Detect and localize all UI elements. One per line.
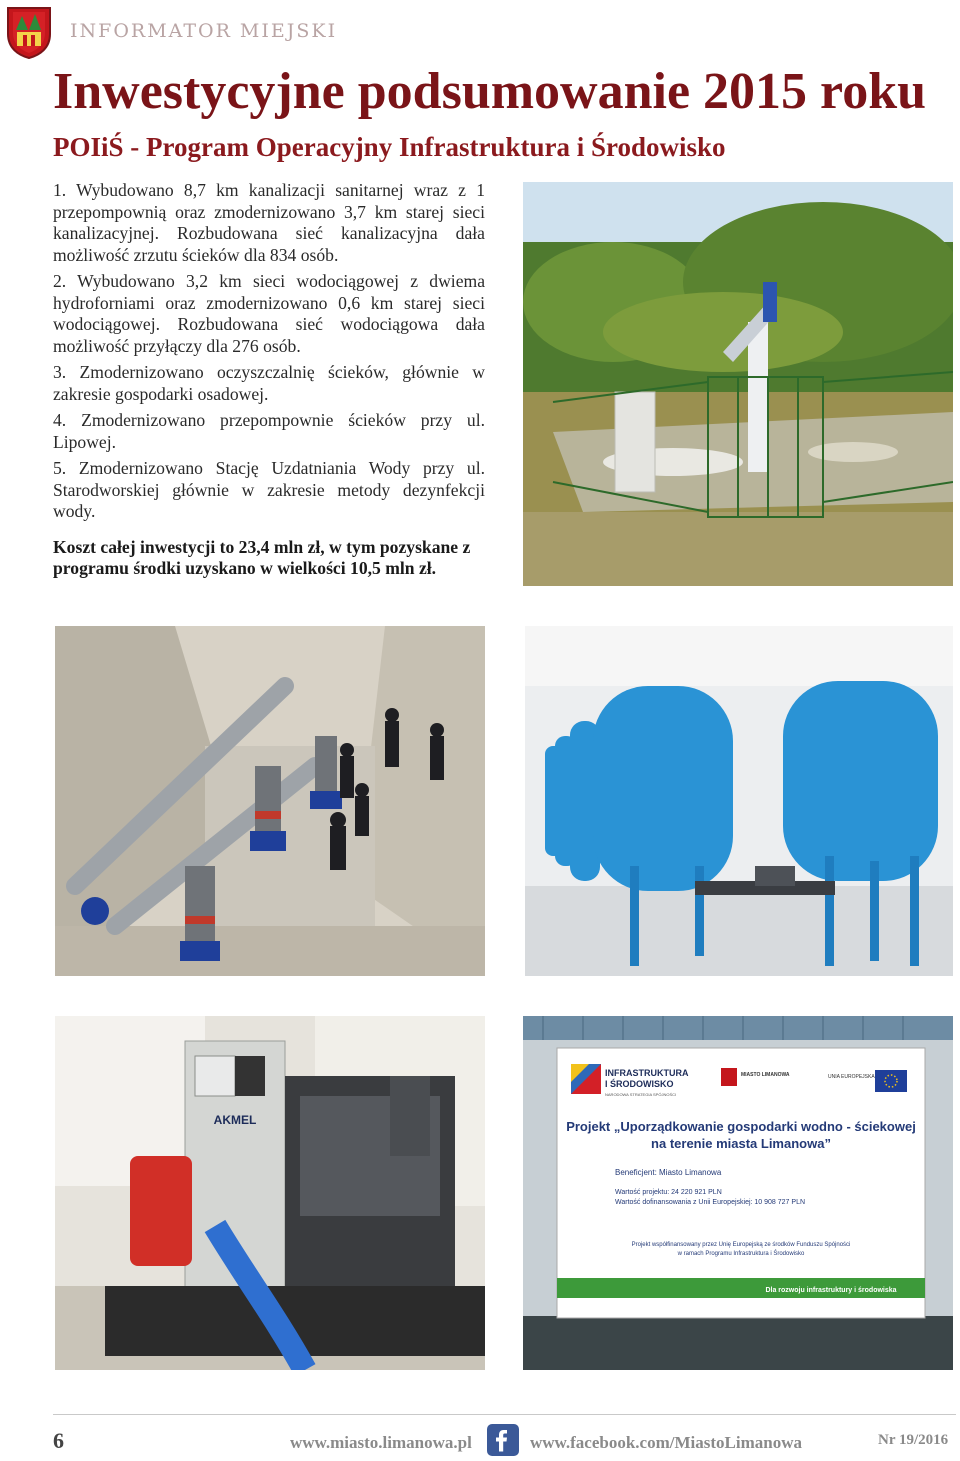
pump-station-photo	[523, 182, 953, 586]
footer-divider	[53, 1414, 956, 1415]
sign-project-line2: na terenie miasta Limanowa”	[651, 1136, 831, 1151]
project-sign-photo	[523, 1016, 953, 1370]
page-header	[0, 0, 960, 62]
limanowa-crest-icon	[4, 4, 54, 60]
list-item: 2. Wybudowano 3,2 km sieci wodociągowej z dwiema hydroforniami oraz zmodernizowano 0,6 km starej sieci wodociągowej. Rozbudowana sieć wodociągowa dała możliwość przyłączy dla 276 osób.	[53, 271, 485, 356]
sign-logo-left-2: I ŚRODOWISKO	[605, 1079, 674, 1089]
page-title: Inwestycyjne podsumowanie 2015 roku	[53, 63, 927, 120]
page-subtitle: POIiŚ - Program Operacyjny Infrastruktura i Środowisko	[53, 132, 726, 162]
list-item: 4. Zmodernizowano przepompownie ścieków przy ul. Lipowej.	[53, 410, 485, 452]
sign-note-line2: w ramach Programu Infrastruktura i Środowisko	[677, 1251, 805, 1257]
sign-banner: Dla rozwoju infrastruktury i środowiska	[765, 1287, 897, 1294]
pump-room-photo	[55, 626, 485, 976]
sign-value: Wartość projektu: 24 220 921 PLN	[615, 1189, 722, 1196]
sign-note-line1: Projekt współfinansowany przez Unię Europejską ze środków Funduszu Spójności	[631, 1242, 851, 1248]
website-link[interactable]: www.miasto.limanowa.pl	[290, 1433, 472, 1452]
generator-brand: AKMEL	[213, 1113, 257, 1127]
list-item: 3. Zmodernizowano oczyszczalnię ścieków, głównie w zakresie gospodarki osadowej.	[53, 362, 485, 404]
sign-logo-right: UNIA EUROPEJSKA	[828, 1074, 875, 1080]
investment-summary: Koszt całej inwestycji to 23,4 mln zł, w tym pozyskane z programu środki uzyskano w wielkości 10,5 mln zł.	[53, 536, 471, 578]
facebook-icon[interactable]	[487, 1424, 519, 1456]
list-item: 1. Wybudowano 8,7 km kanalizacji sanitarnej wraz z 1 przepompownią oraz zmodernizowano 3,7 km starej sieci kanalizacyjnej. Rozbudowana sieć kanalizacyjna dała możliwość zrzutu ścieków dla 834 osób.	[53, 180, 485, 265]
generator-photo	[55, 1016, 485, 1370]
issue-number: Nr 19/2016	[878, 1432, 949, 1448]
sign-cofinancing: Wartość dofinansowania z Unii Europejskiej: 10 908 727 PLN	[615, 1199, 806, 1206]
article-body	[53, 180, 485, 585]
page-number: 6	[53, 1428, 64, 1453]
sign-project-line1: Projekt „Uporządkowanie gospodarki wodno - ściekowej	[566, 1119, 916, 1134]
publication-title: INFORMATOR MIEJSKI	[70, 20, 338, 42]
sign-logo-left-1: INFRASTRUKTURA	[605, 1068, 689, 1078]
facebook-link[interactable]: www.facebook.com/MiastoLimanowa	[530, 1433, 802, 1452]
list-item: 5. Zmodernizowano Stację Uzdatniania Wody przy ul. Starodworskiej głównie w zakresie metody dezynfekcji wody.	[53, 458, 485, 521]
sign-logo-left-3: NARODOWA STRATEGIA SPÓJNOŚCI	[605, 1092, 677, 1097]
water-tanks-photo	[525, 626, 953, 976]
sign-beneficiary: Beneficjent: Miasto Limanowa	[615, 1168, 722, 1177]
sign-logo-mid: MIASTO LIMANOWA	[741, 1072, 790, 1078]
